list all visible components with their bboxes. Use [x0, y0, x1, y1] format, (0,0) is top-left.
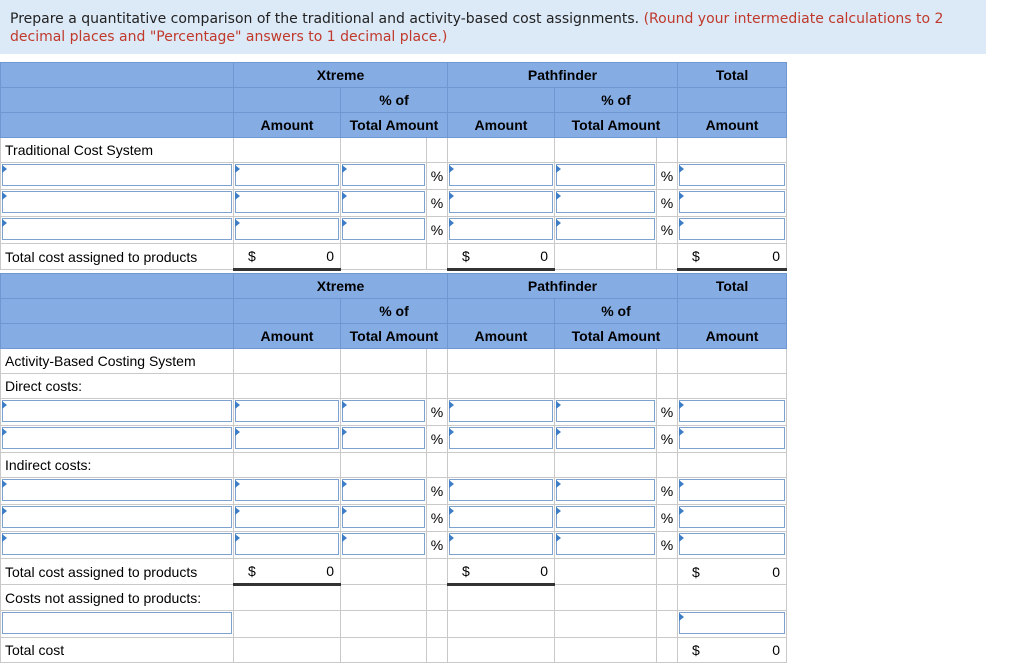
xtreme-pct-of-header: % of [341, 88, 448, 113]
pathfinder-amount-input[interactable] [449, 164, 553, 186]
dropdown-flag-icon [235, 507, 240, 515]
dropdown-flag-icon [449, 507, 454, 515]
dropdown-flag-icon [342, 507, 347, 515]
indirect-input-row [1, 478, 787, 505]
currency-sign: $ [248, 248, 256, 264]
not-assigned-row [1, 585, 787, 611]
pathfinder-percent-input[interactable] [556, 479, 655, 501]
total-amount-input[interactable] [679, 506, 785, 528]
dropdown-flag-icon [2, 534, 7, 542]
dropdown-flag-icon [556, 401, 561, 409]
pathfinder-amount-input[interactable] [449, 506, 553, 528]
total-cost-row [1, 638, 787, 663]
cost-item-input[interactable] [2, 191, 232, 213]
header-row-2 [1, 299, 787, 324]
percent-sign: % [427, 532, 448, 559]
xtreme-percent-input[interactable] [342, 191, 425, 213]
percent-sign: % [657, 426, 678, 453]
xtreme-total-amount-header: Total Amount [341, 113, 448, 138]
total-amount-input[interactable] [679, 400, 785, 422]
percent-sign: % [657, 532, 678, 559]
dropdown-flag-icon [449, 428, 454, 436]
total-amount-header: Amount [678, 113, 787, 138]
pathfinder-total-amount-header: Total Amount [555, 113, 678, 138]
dropdown-flag-icon [679, 428, 684, 436]
pathfinder-total-amount-header: Total Amount [555, 324, 678, 349]
header-row-3 [1, 324, 787, 349]
grand-total-value: 0 [772, 248, 781, 264]
dropdown-flag-icon [556, 507, 561, 515]
direct-costs-label: Direct costs: [1, 374, 234, 399]
percent-sign: % [427, 399, 448, 426]
abc-section-label: Activity-Based Costing System [1, 349, 234, 374]
pathfinder-percent-input[interactable] [556, 506, 655, 528]
pathfinder-header: Pathfinder [448, 274, 678, 299]
percent-sign: % [427, 505, 448, 532]
dropdown-flag-icon [679, 534, 684, 542]
percent-sign: % [657, 190, 678, 217]
dropdown-flag-icon [2, 192, 7, 200]
xtreme-percent-input[interactable] [342, 506, 425, 528]
dropdown-flag-icon [2, 428, 7, 436]
total-amount-input[interactable] [679, 533, 785, 555]
pathfinder-pct-of-header: % of [555, 299, 678, 324]
cost-item-input[interactable] [2, 533, 232, 555]
dropdown-flag-icon [449, 401, 454, 409]
total-amount-input[interactable] [679, 191, 785, 213]
instructions [0, 0, 986, 54]
pathfinder-percent-input[interactable] [556, 533, 655, 555]
not-assigned-input-row [1, 611, 787, 638]
cost-item-input[interactable] [2, 164, 232, 186]
pathfinder-amount-input[interactable] [449, 218, 553, 240]
xtreme-amount-input[interactable] [235, 533, 339, 555]
currency-sign: $ [692, 248, 700, 264]
dropdown-flag-icon [2, 507, 7, 515]
traditional-input-row [1, 190, 787, 217]
percent-sign: % [657, 163, 678, 190]
xtreme-amount-input[interactable] [235, 400, 339, 422]
traditional-total-label: Total cost assigned to products [1, 244, 234, 270]
not-assigned-amount-input[interactable] [679, 612, 785, 634]
xtreme-total-amount-header: Total Amount [341, 324, 448, 349]
indirect-input-row [1, 505, 787, 532]
instruction-text: Prepare a quantitative comparison of the traditional and activity-based cost assignments. [10, 11, 640, 27]
dropdown-flag-icon [235, 192, 240, 200]
percent-sign: % [427, 217, 448, 244]
xtreme-percent-input[interactable] [342, 533, 425, 555]
abc-total-label: Total cost assigned to products [1, 559, 234, 585]
dropdown-flag-icon [679, 192, 684, 200]
dropdown-flag-icon [679, 401, 684, 409]
dropdown-flag-icon [556, 428, 561, 436]
dropdown-flag-icon [342, 534, 347, 542]
pathfinder-amount-input[interactable] [449, 533, 553, 555]
traditional-section-label: Traditional Cost System [1, 138, 234, 163]
percent-sign: % [427, 190, 448, 217]
total-cost-value: 0 [772, 642, 781, 658]
pathfinder-percent-input[interactable] [556, 400, 655, 422]
pathfinder-total-value: 0 [540, 248, 548, 264]
xtreme-percent-input[interactable] [342, 218, 425, 240]
pathfinder-amount-header: Amount [448, 113, 555, 138]
percent-sign: % [657, 217, 678, 244]
total-amount-input[interactable] [679, 479, 785, 501]
dropdown-flag-icon [449, 192, 454, 200]
xtreme-percent-input[interactable] [342, 479, 425, 501]
total-cost-label: Total cost [1, 638, 234, 663]
dropdown-flag-icon [679, 480, 684, 488]
dropdown-flag-icon [2, 219, 7, 227]
percent-sign: % [427, 478, 448, 505]
currency-sign: $ [462, 563, 470, 579]
dropdown-flag-icon [235, 401, 240, 409]
dropdown-flag-icon [235, 480, 240, 488]
dropdown-flag-icon [556, 192, 561, 200]
percent-sign: % [427, 163, 448, 190]
pathfinder-amount-input[interactable] [449, 479, 553, 501]
direct-costs-row [1, 374, 787, 399]
total-amount-input[interactable] [679, 427, 785, 449]
dropdown-flag-icon [556, 165, 561, 173]
percent-sign: % [657, 399, 678, 426]
traditional-total-row [1, 244, 787, 270]
total-amount-header: Amount [678, 324, 787, 349]
dropdown-flag-icon [342, 165, 347, 173]
xtreme-header: Xtreme [234, 63, 448, 88]
indirect-costs-label: Indirect costs: [1, 453, 234, 478]
dropdown-flag-icon [2, 165, 7, 173]
pathfinder-percent-input[interactable] [556, 191, 655, 213]
pathfinder-percent-input[interactable] [556, 164, 655, 186]
dropdown-flag-icon [679, 165, 684, 173]
xtreme-amount-header: Amount [234, 324, 341, 349]
dropdown-flag-icon [235, 428, 240, 436]
direct-input-row [1, 426, 787, 453]
dropdown-flag-icon [556, 534, 561, 542]
abc-total-row [1, 559, 787, 585]
xtreme-total-value: 0 [326, 248, 334, 264]
xtreme-header: Xtreme [234, 274, 448, 299]
dropdown-flag-icon [449, 534, 454, 542]
xtreme-amount-input[interactable] [235, 427, 339, 449]
percent-sign: % [657, 478, 678, 505]
traditional-input-row [1, 163, 787, 190]
dropdown-flag-icon [679, 613, 684, 621]
dropdown-flag-icon [556, 480, 561, 488]
not-assigned-label: Costs not assigned to products: [1, 585, 234, 611]
currency-sign: $ [692, 642, 700, 658]
currency-sign: $ [462, 248, 470, 264]
header-row-3 [1, 113, 787, 138]
pathfinder-header: Pathfinder [448, 63, 678, 88]
xtreme-percent-input[interactable] [342, 164, 425, 186]
currency-sign: $ [692, 563, 700, 580]
dropdown-flag-icon [342, 219, 347, 227]
dropdown-flag-icon [679, 219, 684, 227]
dropdown-flag-icon [556, 219, 561, 227]
header-row-2 [1, 88, 787, 113]
xtreme-amount-input[interactable] [235, 479, 339, 501]
pathfinder-total-value: 0 [540, 563, 548, 579]
xtreme-total-value: 0 [326, 563, 334, 579]
percent-sign: % [657, 505, 678, 532]
dropdown-flag-icon [235, 165, 240, 173]
pathfinder-amount-input[interactable] [449, 427, 553, 449]
xtreme-amount-header: Amount [234, 113, 341, 138]
dropdown-flag-icon [342, 192, 347, 200]
dropdown-flag-icon [679, 507, 684, 515]
traditional-section-row [1, 138, 787, 163]
xtreme-percent-input[interactable] [342, 427, 425, 449]
cost-item-input[interactable] [2, 506, 232, 528]
pathfinder-amount-header: Amount [448, 324, 555, 349]
total-amount-input[interactable] [679, 218, 785, 240]
direct-input-row [1, 399, 787, 426]
dropdown-flag-icon [449, 165, 454, 173]
total-header: Total [678, 63, 787, 88]
pathfinder-pct-of-header: % of [555, 88, 678, 113]
cost-item-input[interactable] [2, 427, 232, 449]
dropdown-flag-icon [342, 401, 347, 409]
abc-section-row [1, 349, 787, 374]
header-row-1 [1, 274, 787, 299]
currency-sign: $ [248, 563, 256, 579]
xtreme-percent-input[interactable] [342, 400, 425, 422]
traditional-input-row [1, 217, 787, 244]
abc-table [0, 273, 787, 663]
pathfinder-amount-input[interactable] [449, 191, 553, 213]
total-header: Total [678, 274, 787, 299]
dropdown-flag-icon [2, 480, 7, 488]
dropdown-flag-icon [2, 401, 7, 409]
traditional-table [0, 62, 787, 271]
pathfinder-percent-input[interactable] [556, 218, 655, 240]
instruction-note: (Round your intermediate calculations to 2 decimal places and "Percentage" answers to 1 decimal place.) [10, 11, 944, 45]
xtreme-amount-input[interactable] [235, 506, 339, 528]
not-assigned-item-input[interactable] [2, 612, 232, 634]
pathfinder-percent-input[interactable] [556, 427, 655, 449]
cost-item-input[interactable] [2, 479, 232, 501]
xtreme-pct-of-header: % of [341, 299, 448, 324]
total-amount-input[interactable] [679, 164, 785, 186]
cost-item-input[interactable] [2, 218, 232, 240]
indirect-costs-row [1, 453, 787, 478]
xtreme-amount-input[interactable] [235, 191, 339, 213]
xtreme-amount-input[interactable] [235, 218, 339, 240]
header-row-1 [1, 63, 787, 88]
percent-sign: % [427, 426, 448, 453]
indirect-input-row [1, 532, 787, 559]
xtreme-amount-input[interactable] [235, 164, 339, 186]
dropdown-flag-icon [342, 480, 347, 488]
dropdown-flag-icon [342, 428, 347, 436]
dropdown-flag-icon [449, 480, 454, 488]
dropdown-flag-icon [449, 219, 454, 227]
dropdown-flag-icon [235, 534, 240, 542]
cost-item-input[interactable] [2, 400, 232, 422]
grand-total-value: 0 [772, 563, 781, 580]
dropdown-flag-icon [235, 219, 240, 227]
pathfinder-amount-input[interactable] [449, 400, 553, 422]
